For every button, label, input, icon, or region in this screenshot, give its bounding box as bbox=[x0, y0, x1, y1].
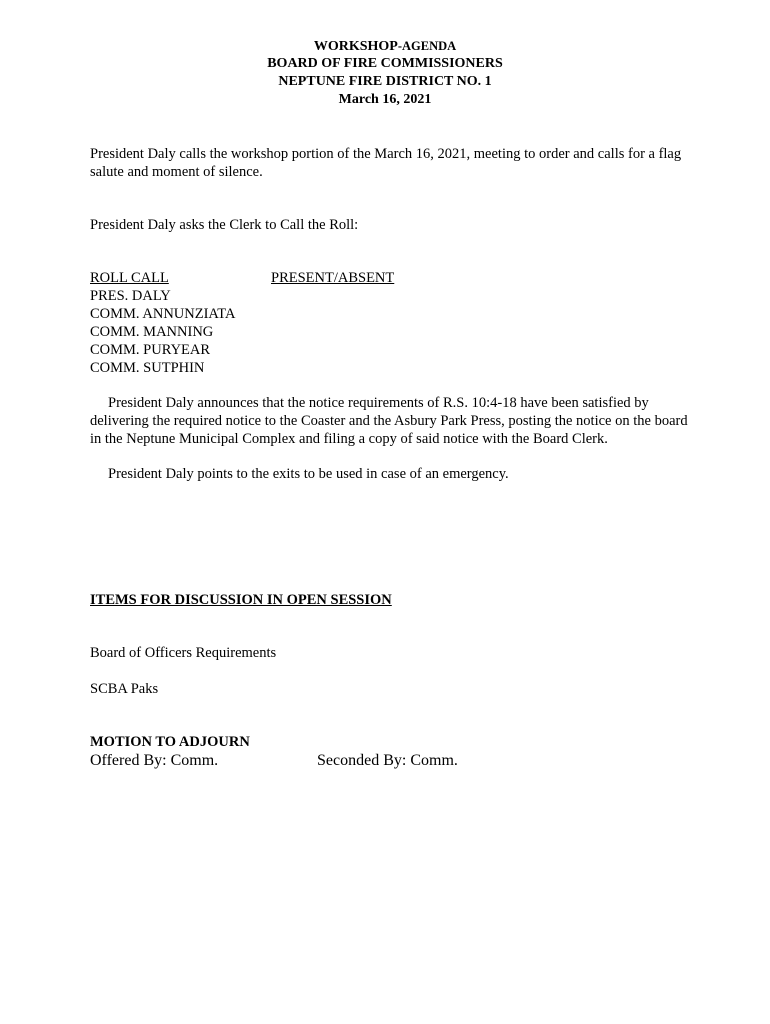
present-absent-heading: PRESENT/ABSENT bbox=[271, 270, 395, 286]
discussion-item: Board of Officers Requirements bbox=[90, 645, 277, 661]
header-agenda: -AGENDA bbox=[397, 39, 457, 53]
roll-member: COMM. MANNING bbox=[90, 324, 214, 340]
roll-member: COMM. PURYEAR bbox=[90, 342, 211, 358]
header-title bbox=[0, 37, 770, 56]
header-date: March 16, 2021 bbox=[338, 92, 432, 107]
discussion-heading: ITEMS FOR DISCUSSION IN OPEN SESSION bbox=[90, 592, 392, 608]
header-district: NEPTUNE FIRE DISTRICT NO. 1 bbox=[278, 74, 492, 89]
notice-paragraph: President Daly announces that the notice requirements of R.S. 10:4-18 have been satisfied by delivering the required notice to the Coaster and the Asbury Park Press, posting the notice on the board in the Neptune Municipal Complex and filing a copy of said notice with the Board Clerk. bbox=[90, 395, 688, 447]
header-workshop: WORKSHOP bbox=[313, 39, 398, 54]
intro-paragraph: President Daly calls the workshop portion of the March 16, 2021, meeting to order and calls for a flag salute and moment of silence. bbox=[90, 146, 682, 180]
seconded-by: Seconded By: Comm. bbox=[317, 752, 458, 769]
roll-call-heading: ROLL CALL bbox=[90, 270, 169, 286]
roll-member: PRES. DALY bbox=[90, 288, 171, 304]
discussion-item: SCBA Paks bbox=[90, 681, 159, 697]
header-board: BOARD OF FIRE COMMISSIONERS bbox=[267, 56, 503, 71]
exits-paragraph: President Daly points to the exits to be used in case of an emergency. bbox=[108, 466, 509, 482]
offered-by: Offered By: Comm. bbox=[90, 752, 219, 769]
roll-member: COMM. ANNUNZIATA bbox=[90, 306, 236, 322]
roll-member: COMM. SUTPHIN bbox=[90, 360, 205, 376]
roll-prompt: President Daly asks the Clerk to Call the Roll: bbox=[90, 217, 359, 233]
motion-heading: MOTION TO ADJOURN bbox=[90, 734, 250, 750]
